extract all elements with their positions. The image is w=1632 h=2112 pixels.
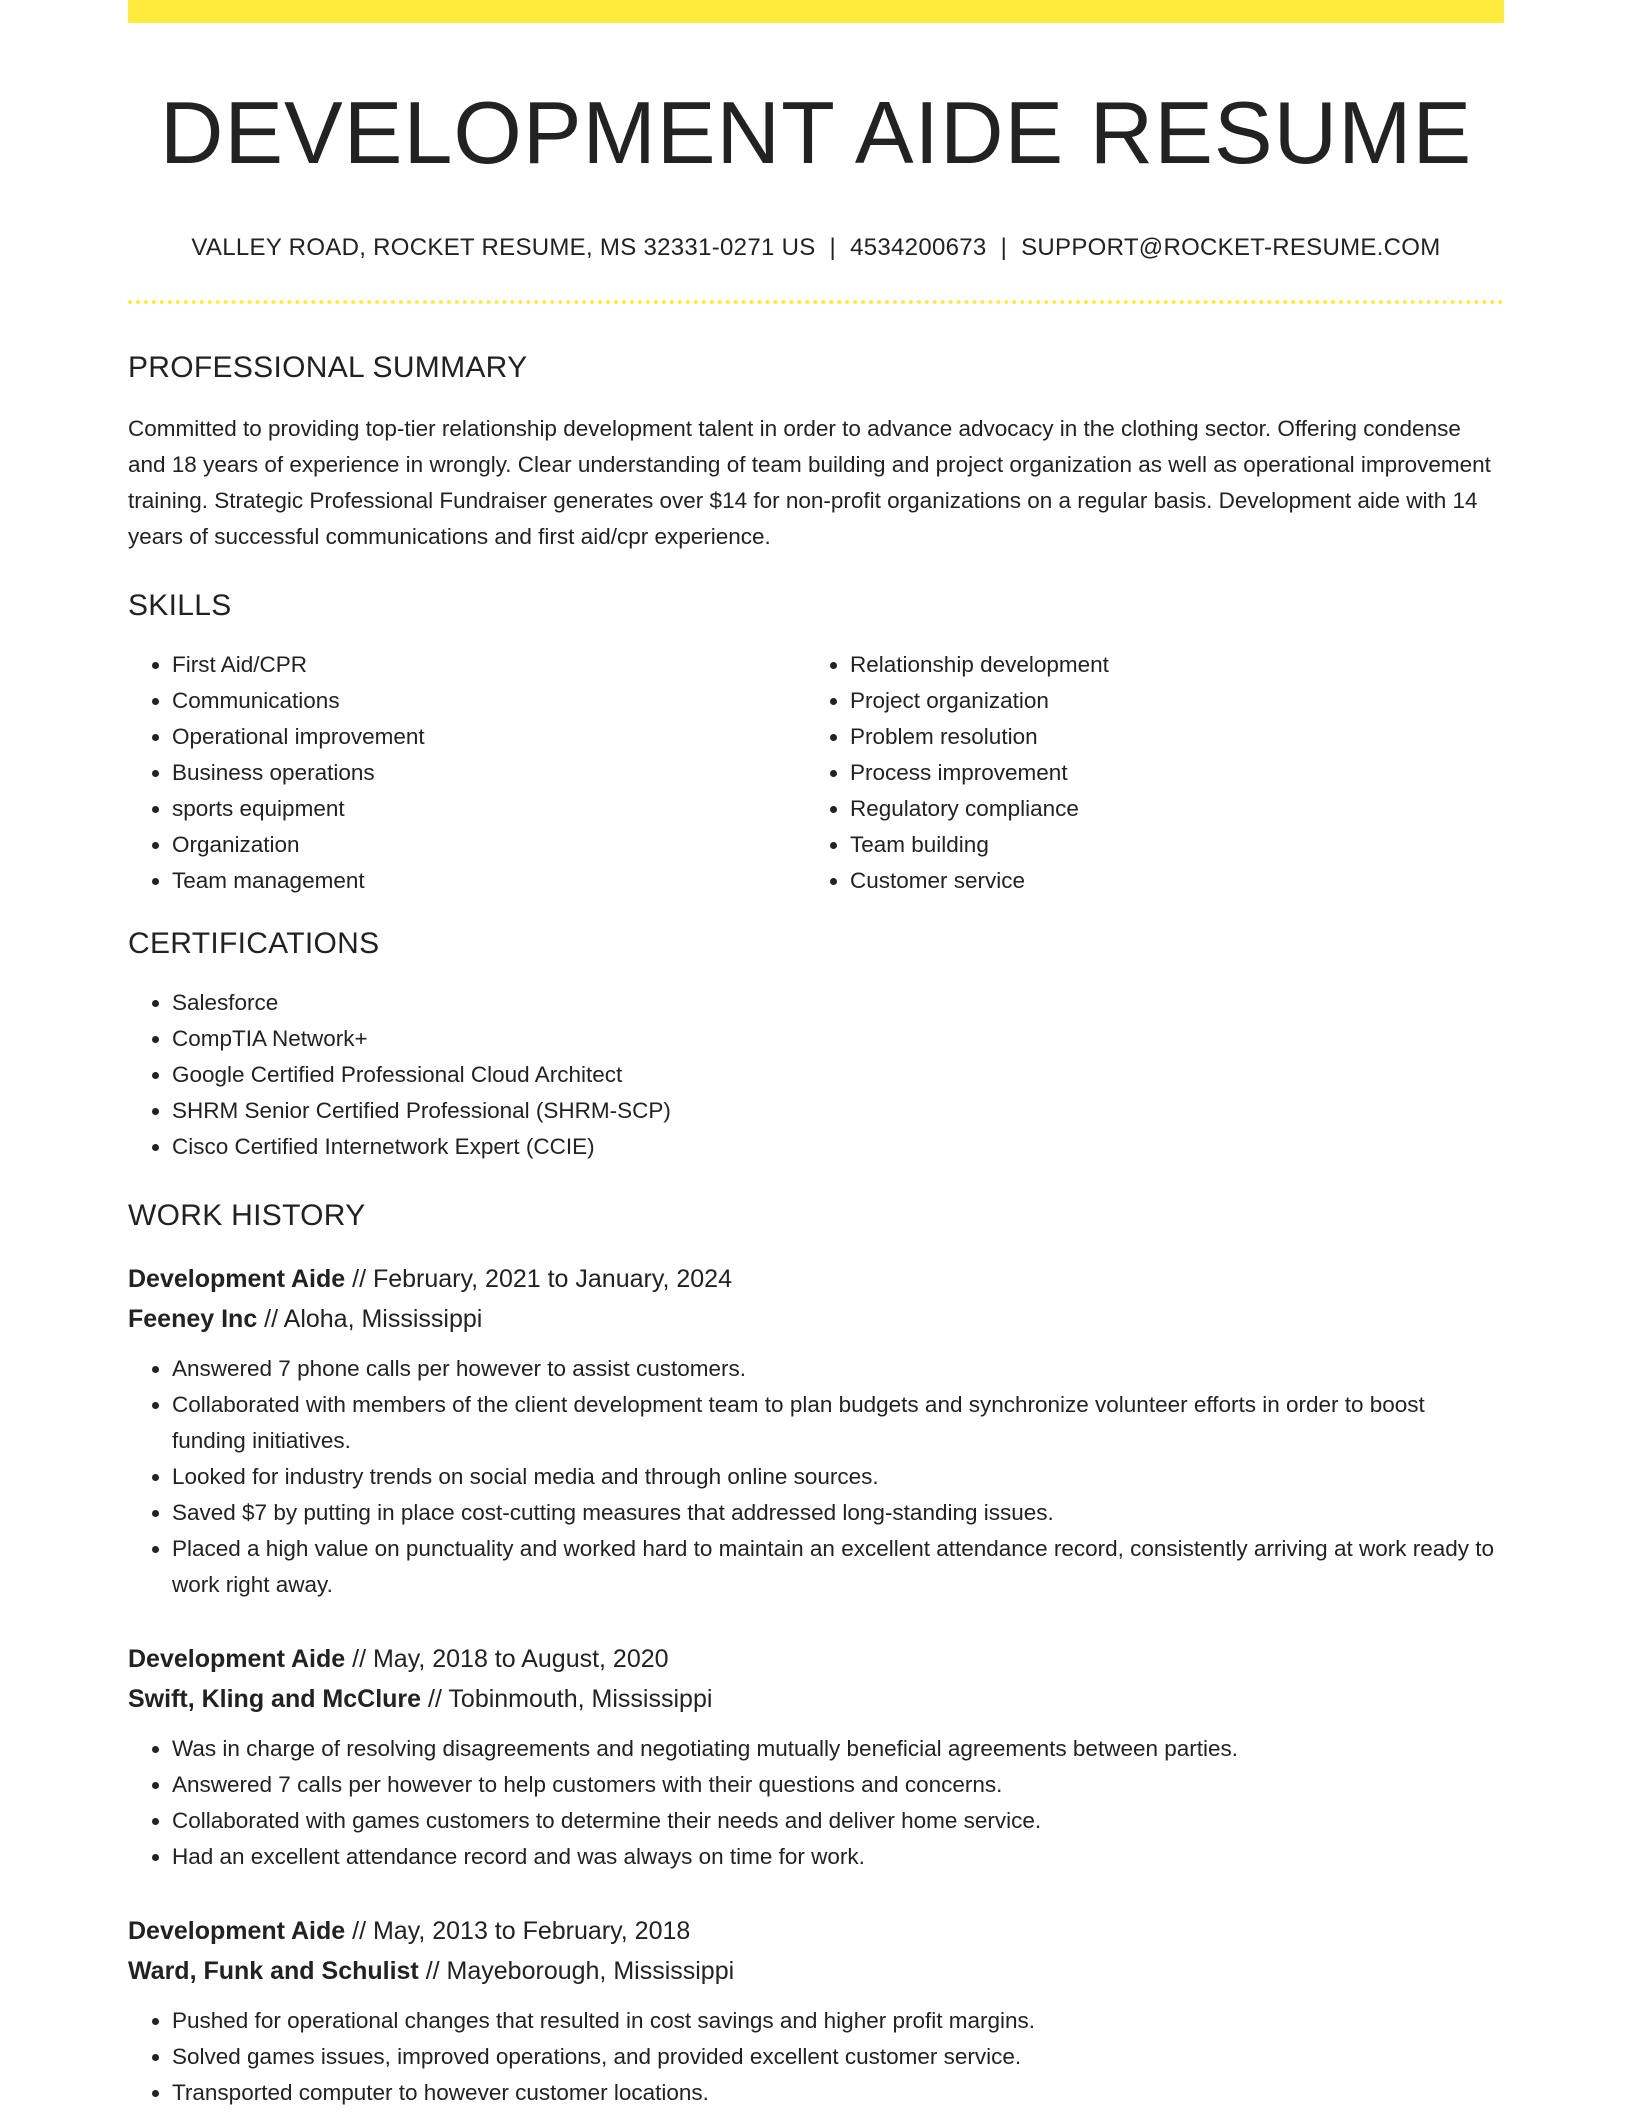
skill-item: • Communications — [172, 683, 806, 719]
job-title-line — [128, 1911, 1504, 1951]
certification-item: • CompTIA Network+ — [172, 1021, 1504, 1057]
contact-separator: | — [829, 233, 837, 261]
skills-grid — [128, 647, 1504, 899]
skill-item: • Project organization — [850, 683, 1484, 719]
skill-item: • Process improvement — [850, 755, 1484, 791]
dotted-divider — [128, 300, 1504, 304]
job-bullet: • Was in charge of resolving disagreements and negotiating mutually beneficial agreements between parties. — [172, 1731, 1504, 1767]
certification-item: • Cisco Certified Internetwork Expert (CCIE) — [172, 1129, 1504, 1165]
contact-address: VALLEY ROAD, ROCKET RESUME, MS 32331-0271 US — [191, 233, 816, 261]
job-bullet: • Placed a high value on punctuality and worked hard to maintain an excellent attendance record, consistently arriving at work ready to work right away. — [172, 1531, 1504, 1603]
skill-item: • Business operations — [172, 755, 806, 791]
job-role: Development Aide — [128, 1264, 346, 1293]
skill-item: • sports equipment — [172, 791, 806, 827]
job-title-line — [128, 1639, 1504, 1679]
job-company-line — [128, 1299, 1504, 1339]
job-role: Development Aide — [128, 1644, 346, 1673]
job-company-line — [128, 1679, 1504, 1719]
skill-item: • Team building — [850, 827, 1484, 863]
resume-page — [128, 0, 1504, 2111]
contact-phone: 4534200673 — [850, 233, 987, 261]
job-entry — [128, 1911, 1504, 2111]
job-company: Ward, Funk and Schulist — [128, 1956, 419, 1985]
skill-item: • Team management — [172, 863, 806, 899]
job-dates: // May, 2013 to February, 2018 — [345, 1916, 691, 1945]
skill-item: • First Aid/CPR — [172, 647, 806, 683]
job-bullet: • Answered 7 calls per however to help customers with their questions and concerns. — [172, 1767, 1504, 1803]
job-bullet: • Transported computer to however customer locations. — [172, 2075, 1504, 2111]
job-bullets — [128, 2003, 1504, 2111]
section-title-certifications: CERTIFICATIONS — [128, 926, 380, 960]
job-dates: // February, 2021 to January, 2024 — [345, 1264, 732, 1293]
summary-text: Committed to providing top-tier relationship development talent in order to advance advocacy in the clothing sector. Offering condense and 18 years of experience in wrongly. Clear understanding of team building and project organization as well as operational improvement training. Strategic Professional Fundraiser generates over $14 for non-profit organizations on a regular basis. Development aide with 14 years of successful communications and first aid/cpr experience. — [128, 415, 1491, 549]
resume-title: DEVELOPMENT AIDE RESUME — [159, 83, 1473, 182]
job-bullet: • Answered 7 phone calls per however to assist customers. — [172, 1351, 1504, 1387]
job-bullets — [128, 1731, 1504, 1875]
job-bullet: • Solved games issues, improved operations, and provided excellent customer service. — [172, 2039, 1504, 2075]
job-bullet: • Pushed for operational changes that resulted in cost savings and higher profit margins. — [172, 2003, 1504, 2039]
accent-top-bar — [128, 0, 1504, 23]
skill-item: • Regulatory compliance — [850, 791, 1484, 827]
job-bullet: • Collaborated with members of the client development team to plan budgets and synchronize volunteer efforts in order to boost funding initiatives. — [172, 1387, 1504, 1459]
job-company: Swift, Kling and McClure — [128, 1684, 422, 1713]
contact-separator: | — [1000, 233, 1008, 261]
certifications-list — [128, 985, 1504, 1165]
section-title-work-history: WORK HISTORY — [128, 1198, 366, 1232]
job-bullet: • Looked for industry trends on social media and through online sources. — [172, 1459, 1504, 1495]
job-bullets — [128, 1351, 1504, 1603]
skills-list-right — [806, 647, 1484, 899]
skills-list-left — [128, 647, 806, 899]
job-location: // Mayeborough, Mississippi — [418, 1956, 735, 1985]
certification-item: • Salesforce — [172, 985, 1504, 1021]
job-bullet: • Collaborated with games customers to determine their needs and deliver home service. — [172, 1803, 1504, 1839]
contact-email: SUPPORT@ROCKET-RESUME.COM — [1021, 233, 1441, 261]
job-bullet: • Had an excellent attendance record and was always on time for work. — [172, 1839, 1504, 1875]
job-location: // Tobinmouth, Mississippi — [421, 1684, 713, 1713]
section-title-summary: PROFESSIONAL SUMMARY — [128, 350, 528, 384]
job-location: // Aloha, Mississippi — [257, 1304, 483, 1333]
job-role: Development Aide — [128, 1916, 346, 1945]
certification-item: • SHRM Senior Certified Professional (SHRM-SCP) — [172, 1093, 1504, 1129]
job-bullet: • Saved $7 by putting in place cost-cutting measures that addressed long-standing issues. — [172, 1495, 1504, 1531]
skills-column-right — [806, 647, 1484, 899]
job-company: Feeney Inc — [128, 1304, 258, 1333]
skill-item: • Problem resolution — [850, 719, 1484, 755]
job-company-line — [128, 1951, 1504, 1991]
job-title-line — [128, 1259, 1504, 1299]
job-entry — [128, 1639, 1504, 1875]
contact-line — [128, 234, 1504, 262]
certification-item: • Google Certified Professional Cloud Architect — [172, 1057, 1504, 1093]
skills-column-left — [128, 647, 806, 899]
skill-item: • Operational improvement — [172, 719, 806, 755]
job-dates: // May, 2018 to August, 2020 — [345, 1644, 669, 1673]
section-title-skills: SKILLS — [128, 588, 232, 622]
job-entry — [128, 1259, 1504, 1603]
skill-item: • Relationship development — [850, 647, 1484, 683]
skill-item: • Organization — [172, 827, 806, 863]
skill-item: • Customer service — [850, 863, 1484, 899]
